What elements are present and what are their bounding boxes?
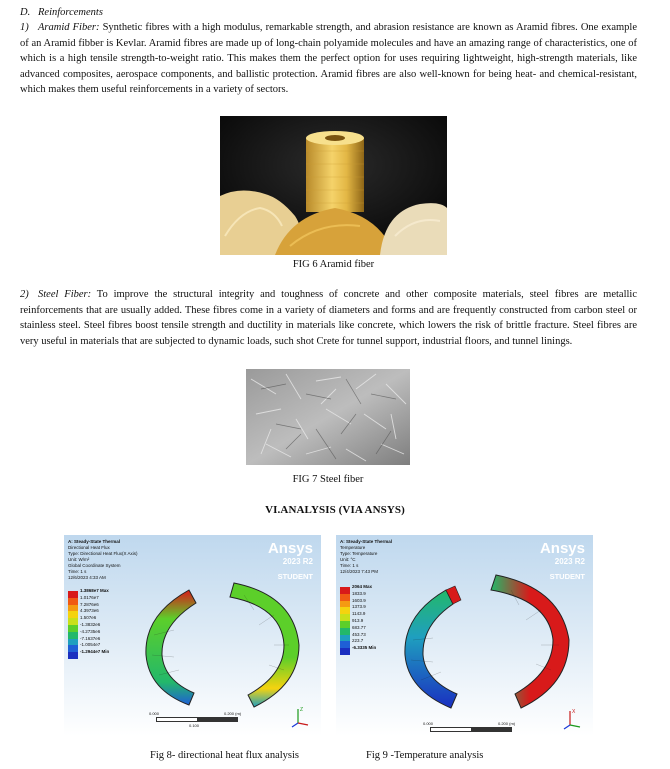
- info-line: A: Steady-State Thermal: [340, 539, 393, 544]
- ansys-info-block: [68, 539, 138, 581]
- ansys-temperature-figure: [336, 535, 593, 736]
- ansys-version: 2023 R2: [554, 557, 585, 566]
- scale-bar: [156, 717, 238, 722]
- legend-swatch: [68, 652, 78, 659]
- scale-label-start: 0.000: [149, 711, 160, 716]
- brake-shoe-heat-flux-model: [134, 575, 314, 715]
- legend-swatch: [68, 618, 78, 625]
- legend-label: 4.3973e6: [80, 608, 99, 614]
- legend-labels: [80, 588, 109, 656]
- legend-label: -1.2944e7 Min: [80, 649, 110, 655]
- legend-swatch: [68, 632, 78, 639]
- legend-label: 7.2876e6: [80, 601, 99, 607]
- fig8-caption: Fig 8- directional heat flux analysis: [150, 750, 300, 761]
- info-line: 12/4/2023 7:43 PM: [340, 569, 379, 574]
- info-line: Time: 1 s: [68, 569, 87, 574]
- info-line: Type: Directional Heat Flux(X Axis): [68, 551, 138, 556]
- steel-fiber-photo: [246, 369, 410, 465]
- scale-bar: [430, 727, 512, 732]
- info-line: 12/6/2023 4:33 AM: [68, 575, 106, 580]
- scale-label-mid: 0.100: [189, 723, 200, 728]
- legend-label: 1143.9: [352, 611, 366, 617]
- info-line: A: Steady-State Thermal: [68, 539, 121, 544]
- legend-swatch: [340, 614, 350, 621]
- legend-swatch: [68, 598, 78, 605]
- info-line: Time: 1 s: [340, 563, 359, 568]
- axis-triad-icon: [290, 705, 310, 729]
- legend-swatch: [68, 625, 78, 632]
- legend-label: -7.1637e6: [80, 635, 101, 641]
- legend-labels: [352, 584, 376, 652]
- legend-swatch: [340, 621, 350, 628]
- ansys-brand: Ansys: [267, 540, 313, 557]
- legend-label: -1.0054e7: [80, 642, 101, 648]
- scale-label-end: 0.200 (m): [224, 711, 242, 716]
- section-label: [20, 5, 30, 21]
- svg-text:Z: Z: [300, 707, 304, 713]
- item-title: Aramid Fiber:: [38, 22, 100, 33]
- legend-label: 913.9: [352, 617, 364, 623]
- axis-triad-icon: [562, 707, 582, 731]
- color-legend: [68, 591, 78, 659]
- legend-swatch: [68, 591, 78, 598]
- legend-label: 1373.9: [352, 604, 366, 610]
- brake-shoe-temperature-model: [391, 560, 586, 715]
- aramid-fiber-photo: [220, 116, 447, 255]
- fig9-caption: Fig 9 -Temperature analysis: [366, 750, 484, 761]
- legend-label: 1.0176e7: [80, 594, 99, 600]
- ansys-edition: STUDENT: [549, 572, 585, 581]
- info-line: Temperature: [340, 545, 366, 550]
- info-line: Global Coordinate System: [68, 563, 121, 568]
- item-text: To improve the structural integrity and toughness of concrete and other composite materials, steel fibres are metallic reinforcements that are usually added. These fibres come in a variety of diameters and forms and are frequently constructed from carbon steel or stainless steel. Steel fibres boost tensile strength and ductility in materials like concrete, which lowers the risk of brittle fracture. Steel fibres are very useful in materials that are subjected to dynamic loads, such shot Crete for tunnel support, industrial floors, and tunnel linings.: [20, 289, 637, 347]
- legend-label: -6.3335 Min: [352, 645, 377, 651]
- legend-swatch: [340, 607, 350, 614]
- legend-label: 1603.9: [352, 597, 366, 603]
- legend-label: 1.3868e7 Max: [80, 588, 109, 593]
- legend-swatch: [340, 601, 350, 608]
- legend-swatch: [340, 594, 350, 601]
- item-title: Steel Fiber:: [38, 289, 92, 300]
- legend-label: 683.77: [352, 624, 366, 630]
- fig6-caption: FIG 6 Aramid fiber: [292, 259, 375, 270]
- paragraph-steel: [20, 287, 637, 349]
- legend-swatch: [340, 587, 350, 594]
- legend-swatch: [340, 635, 350, 642]
- info-line: Directional Heat Flux: [68, 545, 110, 550]
- color-legend: [340, 587, 350, 655]
- ansys-edition: STUDENT: [277, 572, 313, 581]
- svg-text:X: X: [572, 709, 576, 715]
- scale-label-end: 0.200 (m): [498, 721, 516, 726]
- legend-label: 223.7: [352, 638, 364, 644]
- steel-fiber-image: [246, 369, 410, 465]
- legend-label: 1.507e6: [80, 615, 97, 621]
- fig7-caption: FIG 7 Steel fiber: [292, 474, 364, 485]
- item-number: 1): [20, 22, 29, 33]
- legend-swatch: [68, 611, 78, 618]
- legend-swatch: [340, 641, 350, 648]
- legend-label: 2064 Max: [352, 584, 373, 589]
- paragraph-aramid: [20, 20, 637, 98]
- legend-swatch: [340, 628, 350, 635]
- section-title-text: Reinforcements: [38, 7, 103, 18]
- legend-swatch: [68, 639, 78, 646]
- legend-label: 1833.9: [352, 590, 366, 596]
- info-line: Type: Temperature: [340, 551, 378, 556]
- legend-swatch: [68, 645, 78, 652]
- legend-label: -4.2735e6: [80, 628, 101, 634]
- item-text: Synthetic fibres with a high modulus, remarkable strength, and abrasion resistance are known as Aramid fibres. One example of an Aramid fibber is Kevlar. Aramid fibres are made up of long-chain polyamide molecules and have an amazing range of characteristics, one of which is a high tensile strength-to-weight ratio. This makes them the perfect option for uses requiring lightweight, high-strength materials, like advanced composites, aerospace components, and ballistic protection. Aramid fibres are also well-known for being heat- and chemical-resistant, which makes them useful reinforcements in a variety of sectors.: [20, 22, 638, 95]
- section-title: [38, 5, 103, 21]
- legend-label: 453.73: [352, 631, 366, 637]
- info-line: Unit: W/m²: [68, 557, 90, 562]
- scale-label-start: 0.000: [423, 721, 434, 726]
- info-line: Unit: °C: [340, 557, 356, 562]
- legend-label: -1.3832e6: [80, 621, 101, 627]
- ansys-version: 2023 R2: [282, 557, 313, 566]
- legend-swatch: [340, 648, 350, 655]
- legend-swatch: [68, 605, 78, 612]
- section-heading: VI.ANALYSIS (VIA ANSYS): [265, 504, 405, 516]
- ansys-brand: Ansys: [539, 540, 585, 557]
- section-number: D.: [20, 7, 31, 18]
- ansys-info-block: [340, 539, 392, 575]
- ansys-heat-flux-figure: [64, 535, 321, 736]
- aramid-fiber-image: [220, 116, 447, 255]
- item-number: 2): [20, 289, 29, 300]
